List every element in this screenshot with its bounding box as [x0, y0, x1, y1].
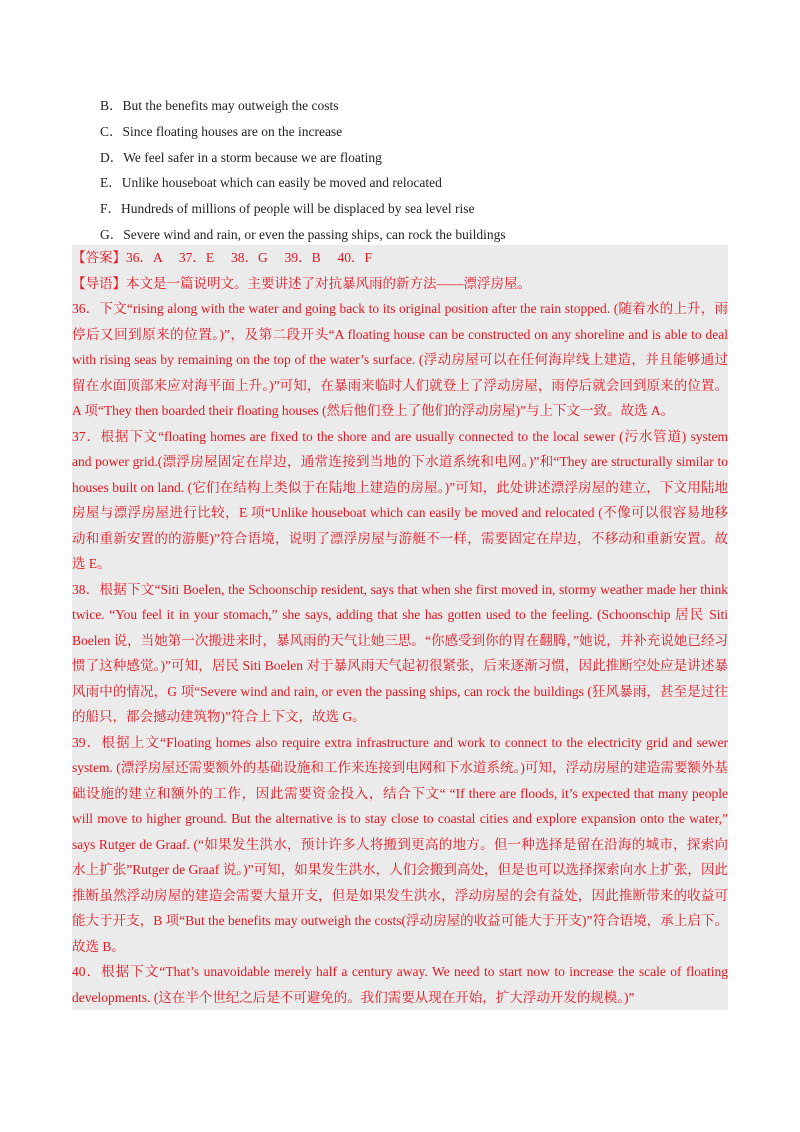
explanation-40: 40．根据下文“That’s unavoidable merely half a century away. We need to start now to increase the scale of floating developments. (这在半个世纪之后是不可避免的。我们需要从现在开始，扩大浮动开发的规模。)”: [72, 964, 728, 1005]
option-b: B．But the benefits may outweigh the costs: [100, 98, 339, 113]
option-e: E．Unlike houseboat which can easily be moved and relocated: [100, 175, 442, 191]
answer-explanation-block: [72, 245, 728, 1010]
explanation-36: 36．下文“rising along with the water and going back to its original position after the rain stopped. (随着水的上升，雨停后又回到原来的位置。)”，及第二段开头“A floating house can be constructed on any shoreline and is able to deal with rising seas by remaining on the top of the water’s surface. (浮动房屋可以在任何海岸线上建造，并且能够通过留在水面顶部来应对海平面上升。)”可知，在暴雨来临时人们就登上了浮动房屋，雨停后就会回到原来的位置。A 项“They then boarded their floating houses (然后他们登上了他们的浮动房屋)”与上下文一致。故选 A。: [72, 301, 728, 418]
answer-options-list: [100, 93, 740, 248]
option-d: D．We feel safer in a storm because we are floating: [100, 149, 382, 165]
option-c: C．Since floating houses are on the increase: [100, 123, 343, 139]
option-f: F．Hundreds of millions of people will be displaced by sea level rise: [100, 201, 475, 217]
intro-paragraph: 【导语】本文是一篇说明文。主要讲述了对抗暴风雨的新方法——漂浮房屋。: [72, 275, 531, 291]
explanation-37: 37．根据下文“floating homes are fixed to the shore and are usually connected to the local sewer (污水管道) system and power grid.(漂浮房屋固定在岸边，通常连接到当地的下水道系统和电网。)”和“They are structurally similar to houses built on land. (它们在结构上类似于在陆地上建造的房屋。)”可知，此处讲述漂浮房屋的建立，下文用陆地房屋与漂浮房屋进行比较，E 项“Unlike houseboat which can easily be moved and relocated (不像可以很容易地移动和重新安置的的游艇)”符合语境，说明了漂浮房屋与游艇不一样，需要固定在岸边，不移动和重新安置。故选 E。: [72, 428, 728, 571]
answer-key-line: 【答案】36．A 37．E 38．G 39．B 40．F: [72, 250, 373, 265]
option-g: G．Severe wind and rain, or even the passing ships, can rock the buildings: [100, 226, 506, 242]
explanation-39: 39．根据上文“Floating homes also require extra infrastructure and work to connect to the electricity grid and sewer system. (漂浮房屋还需要额外的基础设施和工作来连接到电网和下水道系统。)可知，浮动房屋的建造需要额外基础设施的建立和额外的工作，因此需要资金投入，结合下文“ “If there are floods, it’s expected that many people will move to higher ground. But the alternative is to stay close to coastal cities and explore expansion onto the water,” says Rutger de Graaf. (“如果发生洪水，预计许多人将搬到更高的地方。但一种选择是留在沿海的城市，探索向水上扩张”Rutger de Graaf 说。)”可知，如果发生洪水，人们会搬到高处，但是也可以选择探索向水上扩张，因此推断虽然浮动房屋的建造会需要大量开支，但是如果发生洪水，浮动房屋的会有益处，因此推断带来的收益可能大于开支，B 项“But the benefits may outweigh the costs(浮动房屋的收益可能大于开支)”符合语境，承上启下。故选 B。: [72, 734, 728, 954]
explanation-38: 38．根据下文“Siti Boelen, the Schoonschip resident, says that when she first moved in, stormy weather made her think twice. “You feel it in your stomach,” she says, adding that she has gotten used to the feeling. (Schoonschip 居民 Siti Boelen 说，当她第一次搬进来时，暴风雨的天气让她三思。“你感受到你的胃在翻腾，”她说，并补充说她已经习惯了这种感觉。)”可知，居民 Siti Boelen 对于暴风雨天气起初很紧张，后来逐渐习惯，因此推断空处应是讲述暴风雨中的情况，G 项“Severe wind and rain, or even the passing ships, can rock the buildings (狂风暴雨，甚至是过往的船只，都会撼动建筑物)”符合上下文，故选 G。: [72, 581, 728, 724]
